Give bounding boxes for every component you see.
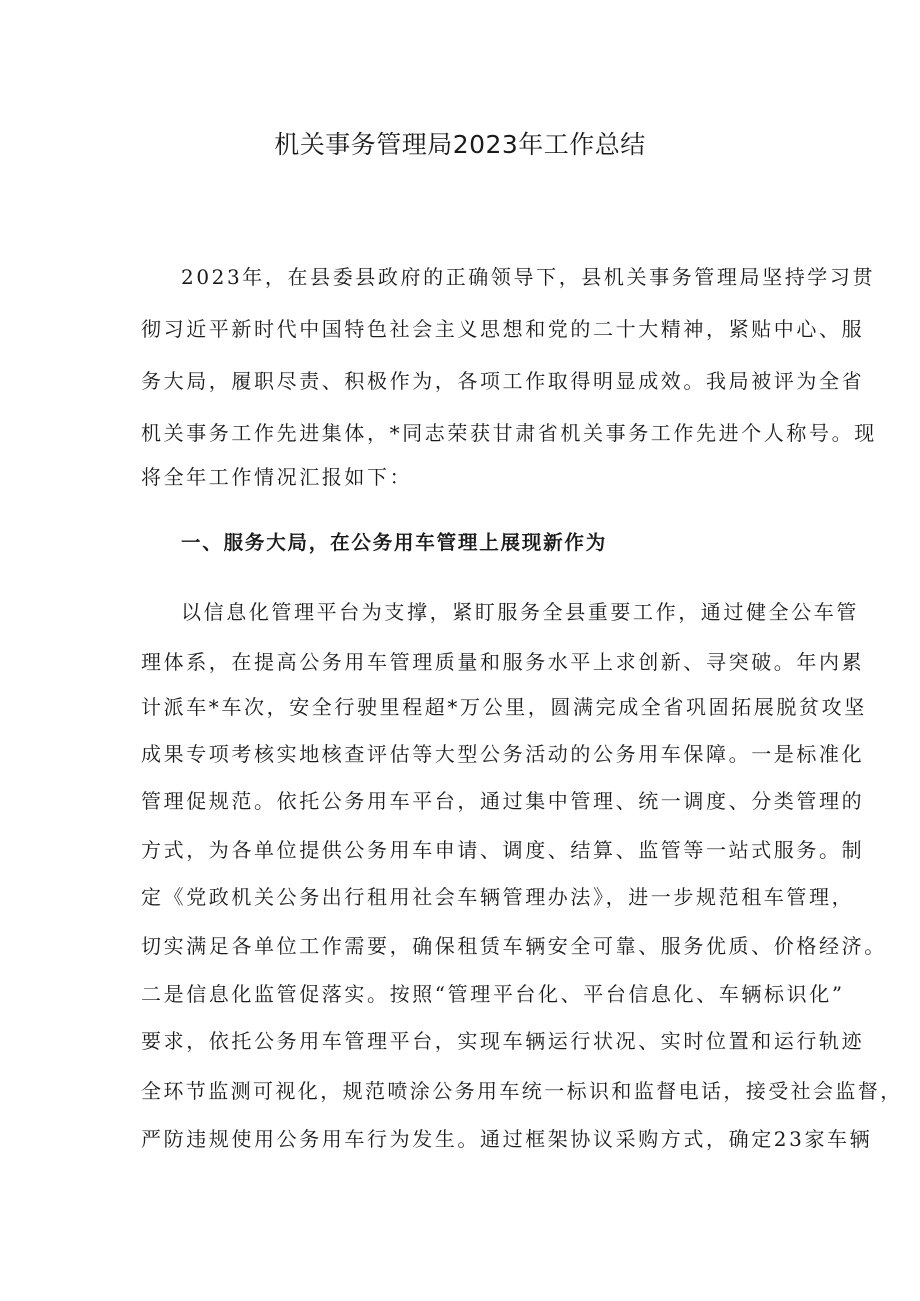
intro-line-4: 机关事务工作先进集体，*同志荣获甘肃省机关事务工作先进个人称号。现 [141,421,877,445]
body-line-7: 定《党政机关公务出行租用社会车辆管理办法》，进一步规范租车管理， [141,885,855,909]
body-line-5: 管理促规范。依托公务用车平台，通过集中管理、统一调度、分类管理的 [141,789,865,813]
body-line-8: 切实满足各单位工作需要，确保租赁车辆安全可靠、服务优质、价格经济。 [141,934,887,958]
body-line-1: 以信息化管理平台为支撑，紧盯服务全县重要工作，通过健全公车管 [181,600,859,624]
section-heading: 一、服务大局，在公务用车管理上展现新作为 [181,531,608,554]
body-line-12: 严防违规使用公务用车行为发生。通过框架协议采购方式，确定23家车辆 [141,1127,873,1151]
intro-line-1: 2023年，在县委县政府的正确领导下，县机关事务管理局坚持学习贯 [181,265,876,289]
body-line-11: 全环节监测可视化，规范喷涂公务用车统一标识和监督电话，接受社会监督， [141,1079,903,1103]
body-line-2: 理体系，在提高公务用车管理质量和服务水平上求创新、寻突破。年内累 [141,650,865,674]
body-line-10: 要求，依托公务用车管理平台，实现车辆运行状况、实时位置和运行轨迹 [141,1029,865,1053]
body-line-4: 成果专项考核实地核查评估等大型公务活动的公务用车保障。一是标准化 [141,742,865,766]
body-line-6: 方式，为各单位提供公务用车申请、调度、结算、监管等一站式服务。制 [141,838,865,862]
intro-line-5: 将全年工作情况汇报如下： [141,465,413,489]
body-line-9: 二是信息化监管促落实。按照“管理平台化、平台信息化、车辆标识化” [141,982,845,1006]
intro-line-2: 彻习近平新时代中国特色社会主义思想和党的二十大精神，紧贴中心、服 [141,317,865,341]
document-title: 机关事务管理局2023年工作总结 [274,130,646,159]
body-line-3: 计派车*车次，安全行驶里程超*万公里，圆满完成全省巩固拓展脱贫攻坚 [141,695,867,719]
intro-line-3: 务大局，履职尽责、积极作为，各项工作取得明显成效。我局被评为全省 [141,369,865,393]
